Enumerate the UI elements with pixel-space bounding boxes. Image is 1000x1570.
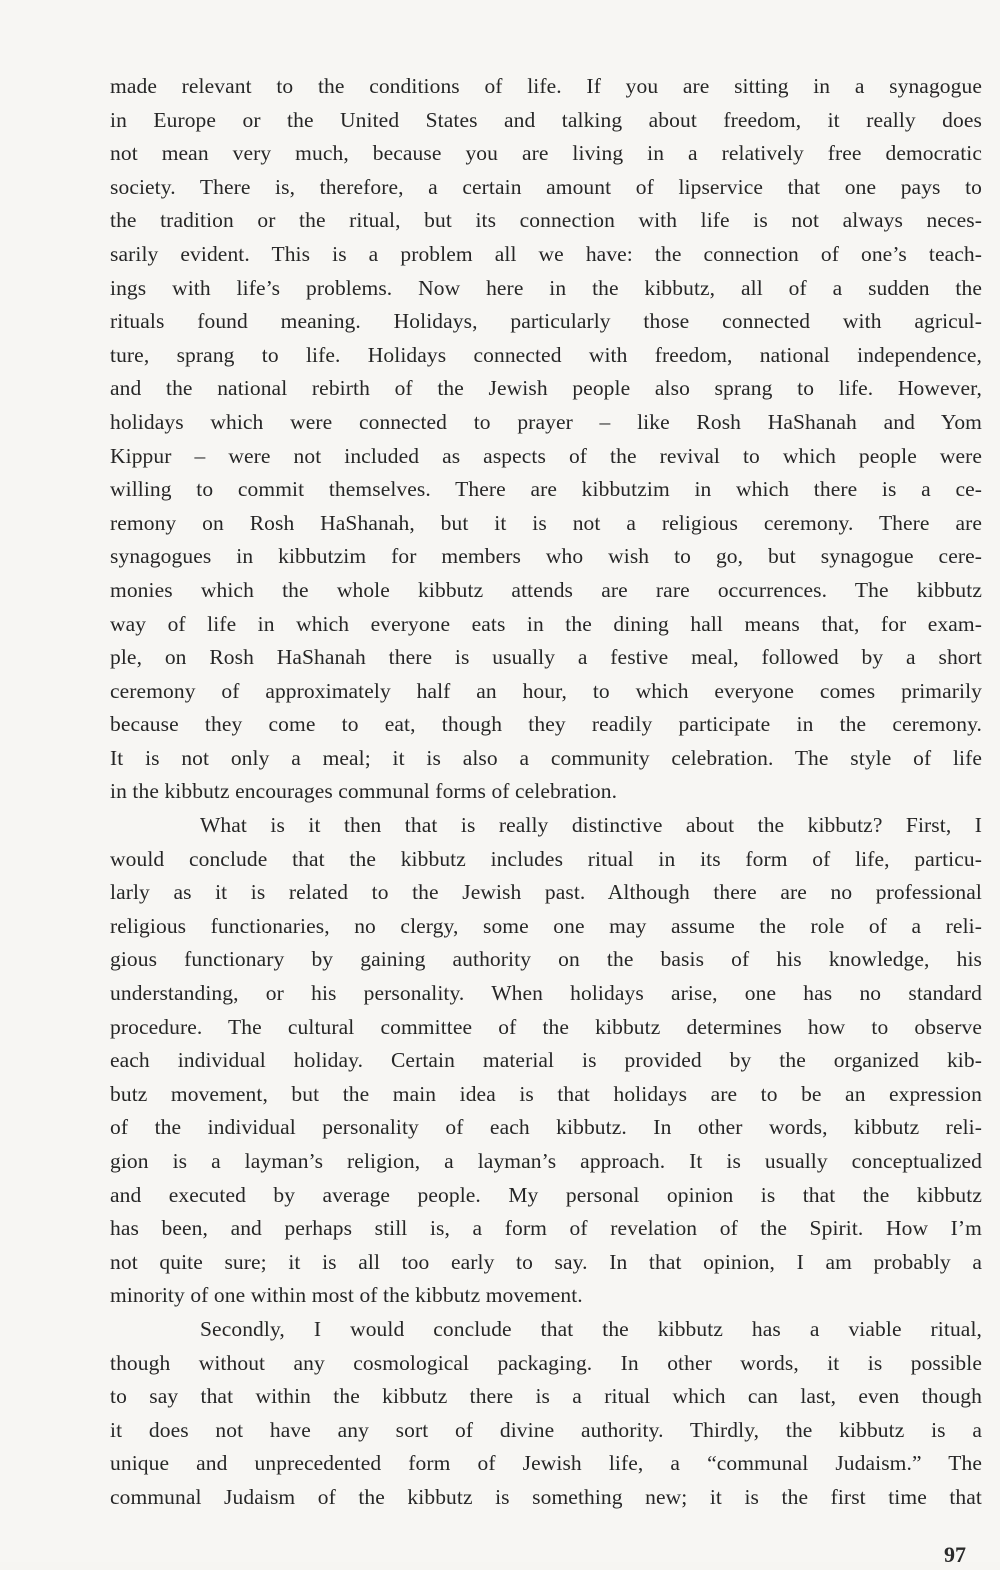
- text-line: in the kibbutz encourages communal forms of celebration.: [110, 779, 618, 804]
- text-line: larly as it is related to the Jewish past. Although there are no professional: [110, 880, 982, 905]
- text-line: unique and unprecedented form of Jewish life, a “communal Judaism.” The: [110, 1451, 982, 1476]
- text-line: way of life in which everyone eats in the dining hall means that, for exam-: [110, 611, 982, 636]
- text-line: made relevant to the conditions of life. If you are sitting in a synagogue: [110, 74, 982, 98]
- text-line: gion is a layman’s religion, a layman’s approach. It is usually conceptualized: [110, 1149, 982, 1173]
- text-line: procedure. The cultural committee of the kibbutz determines how to observe: [110, 1014, 982, 1039]
- text-line: willing to commit themselves. There are kibbutzim in which there is a ce-: [110, 477, 982, 502]
- text-line: communal Judaism of the kibbutz is something new; it is the first time that: [110, 1484, 982, 1509]
- text-line: sarily evident. This is a problem all we have: the connection of one’s teach-: [110, 241, 982, 266]
- text-line: in Europe or the United States and talking about freedom, it really does: [110, 107, 982, 132]
- body-text: [110, 70, 982, 1515]
- text-line: ture, sprang to life. Holidays connected with freedom, national independence,: [110, 342, 982, 367]
- text-line: of the individual personality of each kibbutz. In other words, kibbutz reli-: [110, 1115, 982, 1140]
- text-line: to say that within the kibbutz there is a ritual which can last, even though: [110, 1384, 982, 1409]
- text-line: butz movement, but the main idea is that holidays are to be an expression: [110, 1081, 982, 1106]
- text-line: the tradition or the ritual, but its connection with life is not always neces-: [110, 208, 982, 233]
- text-line: rituals found meaning. Holidays, particularly those connected with agricul-: [110, 309, 982, 334]
- text-line: gious functionary by gaining authority on the basis of his knowledge, his: [110, 947, 982, 972]
- text-line: not quite sure; it is all too early to say. In that opinion, I am probably a: [110, 1249, 982, 1274]
- text-line: It is not only a meal; it is also a community celebration. The style of life: [110, 745, 982, 770]
- text-line: society. There is, therefore, a certain amount of lipservice that one pays to: [110, 174, 982, 199]
- text-line: understanding, or his personality. When holidays arise, one has no standard: [110, 981, 982, 1006]
- text-line: has been, and perhaps still is, a form of revelation of the Spirit. How I’m: [110, 1216, 982, 1241]
- text-line: monies which the whole kibbutz attends are rare occurrences. The kibbutz: [110, 577, 982, 602]
- text-line: Kippur – were not included as aspects of the revival to which people were: [110, 443, 982, 468]
- text-line: ings with life’s problems. Now here in the kibbutz, all of a sudden the: [110, 275, 982, 300]
- paragraph-first-line: Secondly, I would conclude that the kibbutz has a viable ritual,: [200, 1316, 982, 1341]
- text-line: minority of one within most of the kibbutz movement.: [110, 1283, 583, 1308]
- text-line: each individual holiday. Certain material is provided by the organized kib-: [110, 1048, 982, 1073]
- paragraph-first-line: What is it then that is really distinctive about the kibbutz? First, I: [200, 813, 982, 838]
- text-line: would conclude that the kibbutz includes ritual in its form of life, particu-: [110, 846, 982, 871]
- text-line: not mean very much, because you are living in a relatively free democratic: [110, 141, 982, 166]
- text-line: though without any cosmological packaging. In other words, it is possible: [110, 1350, 982, 1375]
- text-line: religious functionaries, no clergy, some one may assume the role of a reli-: [110, 913, 982, 938]
- text-line: holidays which were connected to prayer – like Rosh HaShanah and Yom: [110, 409, 982, 434]
- text-line: remony on Rosh HaShanah, but it is not a religious ceremony. There are: [110, 510, 982, 535]
- page-number: 97: [944, 1542, 966, 1567]
- text-line: and the national rebirth of the Jewish people also sprang to life. However,: [110, 376, 982, 401]
- text-line: and executed by average people. My personal opinion is that the kibbutz: [110, 1182, 982, 1207]
- text-line: ple, on Rosh HaShanah there is usually a festive meal, followed by a short: [110, 645, 982, 670]
- text-line: synagogues in kibbutzim for members who wish to go, but synagogue cere-: [110, 544, 982, 569]
- text-line: it does not have any sort of divine authority. Thirdly, the kibbutz is a: [110, 1417, 982, 1442]
- text-line: ceremony of approximately half an hour, to which everyone comes primarily: [110, 678, 982, 703]
- text-line: because they come to eat, though they readily participate in the ceremony.: [110, 712, 982, 737]
